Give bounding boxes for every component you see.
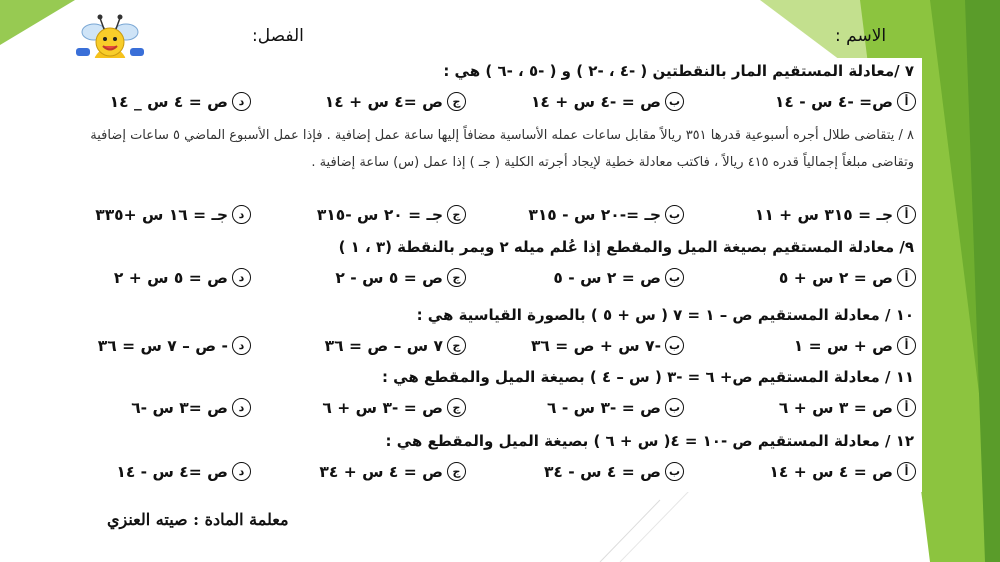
question-9-options <box>48 268 916 294</box>
option[interactable]: أ جـ = ٣١٥ س + ١١ <box>755 205 916 224</box>
worksheet <box>40 58 922 492</box>
option[interactable]: أ ص + س = ١ <box>794 336 916 355</box>
option[interactable]: ج ص = -٣ س + ٦ <box>322 398 466 417</box>
question-12-options <box>48 462 916 488</box>
question-11-options <box>48 398 916 424</box>
option[interactable]: أ ص = ٣ س + ٦ <box>779 398 916 417</box>
option[interactable]: أ ص= -٤ س - ١٤ <box>775 92 916 111</box>
question-12-title: ١٢ / معادلة المستقيم ص -١٠ = ٤( س + ٦ ) بصيغة الميل والمقطع هي : <box>385 432 914 450</box>
question-10-title: ١٠ / معادلة المستقيم ص – ١ = ٧ ( س + ٥ ) بالصورة القياسية هي : <box>416 306 914 324</box>
option[interactable]: ب ص = -٤ س + ١٤ <box>531 92 684 111</box>
name-label: الاسم : <box>835 26 887 46</box>
option[interactable]: ج ص = ٥ س - ٢ <box>335 268 466 287</box>
option[interactable]: د جـ = ١٦ س +٣٣٥ <box>95 205 251 224</box>
question-8-options <box>48 205 916 231</box>
option[interactable]: أ ص = ٢ س + ٥ <box>779 268 916 287</box>
option[interactable]: ب ص = -٣ س - ٦ <box>547 398 684 417</box>
option[interactable]: د ص =٤ س - ١٤ <box>116 462 251 481</box>
question-10-options <box>48 336 916 362</box>
option[interactable]: د ص = ٤ س _ ١٤ <box>110 92 251 111</box>
option[interactable]: ج جـ = ٢٠ س -٣١٥ <box>317 205 466 224</box>
option[interactable]: ب جـ =-٢٠ س - ٣١٥ <box>528 205 684 224</box>
option[interactable]: د - ص – ٧ س = ٣٦ <box>98 336 251 355</box>
question-8-title: ٨ / يتقاضى طلال أجره أسبوعية قدرها ٣٥١ ريالاً مقابل ساعات عمله الأساسية مضافاً إليها ساعة عمل إضافية . فإذا عمل الأسبوع الماضي ٥ ساعات إضافية وتقاضى مبلغاً إجمالياً قدره ٤١٥ ريالاً ، فاكتب معادلة خطية لإيجاد أجرته الكلية ( جـ ) إذا عمل (س) ساعة إضافية . <box>90 128 914 170</box>
option[interactable]: ج ٧ س – ص = ٣٦ <box>325 336 466 355</box>
option[interactable]: ب ص = ٢ س - ٥ <box>553 268 684 287</box>
question-7-options <box>48 92 916 118</box>
question-9-title: ٩/ معادلة المستقيم بصيغة الميل والمقطع إذا عُلم ميله ٢ ويمر بالنقطة (٣ ، ١ ) <box>338 238 914 256</box>
teacher-name: معلمة المادة : صيته العنزي <box>107 510 289 529</box>
option[interactable]: ج ص = ٤ س + ٣٤ <box>319 462 466 481</box>
option[interactable]: ب ص = ٤ س - ٣٤ <box>544 462 684 481</box>
option[interactable]: د ص = ٥ س + ٢ <box>114 268 251 287</box>
option[interactable]: د ص =٣ س -٦ <box>131 398 251 417</box>
class-label: الفصل: <box>252 26 304 46</box>
question-7-title: ٧ /معادلة المستقيم المار بالنقطتين ( -٤ ، -٢ ) و ( -٥ ، -٦ ) هي : <box>443 62 914 80</box>
question-11-title: ١١ / معادلة المستقيم ص+ ٦ = -٣ ( س – ٤ ) بصيغة الميل والمقطع هي : <box>381 368 914 386</box>
option[interactable]: ج ص =٤ س + ١٤ <box>325 92 466 111</box>
option[interactable]: ب -٧ س + ص = ٣٦ <box>531 336 684 355</box>
option[interactable]: أ ص = ٤ س + ١٤ <box>769 462 916 481</box>
